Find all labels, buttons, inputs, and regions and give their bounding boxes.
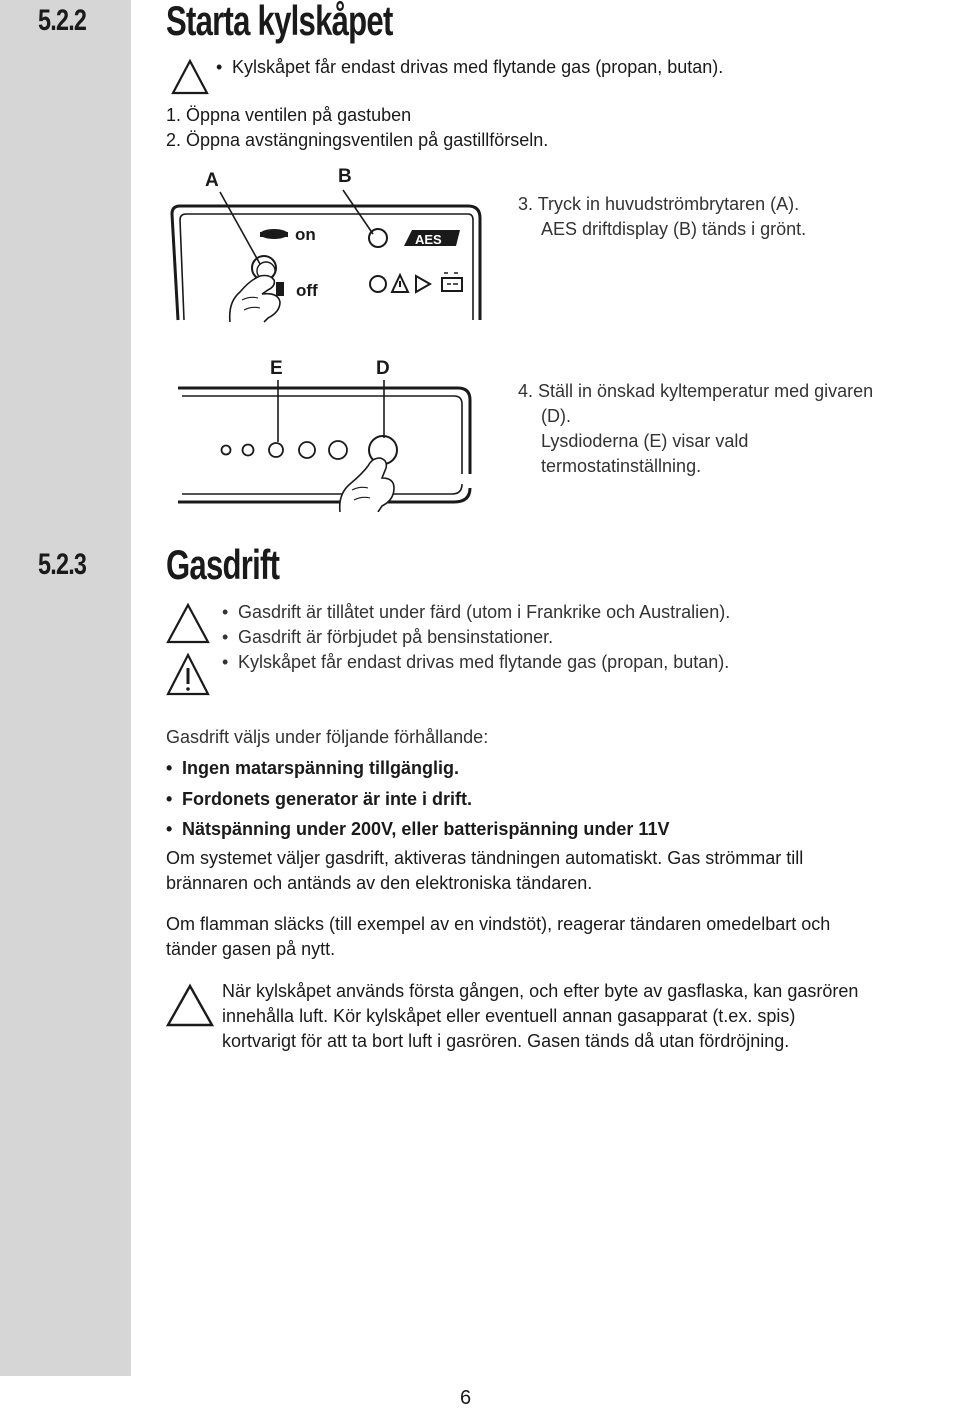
page-number: 6 bbox=[460, 1387, 472, 1409]
gas-warning-1: • Gasdrift är tillåtet under färd (utom i Frankrike och Australien). bbox=[222, 600, 730, 625]
on-label: on bbox=[295, 225, 316, 244]
warning-triangle-icon bbox=[170, 58, 210, 96]
label-a: A bbox=[205, 170, 219, 191]
gas-warning-2: • Gasdrift är förbjudet på bensinstationer. bbox=[222, 625, 553, 650]
warning-triangles-icon bbox=[166, 600, 214, 700]
step-4-line1: 4. Ställ in önskad kyltemperatur med givaren bbox=[518, 381, 874, 401]
paragraph-1-line1: Om systemet väljer gasdrift, aktiveras tändningen automatiskt. Gas strömmar till bbox=[166, 848, 804, 868]
thermostat-diagram bbox=[168, 350, 478, 512]
warning-triangle-icon bbox=[166, 982, 216, 1028]
label-b: B bbox=[338, 166, 352, 187]
section-title: Starta kylskåpet bbox=[166, 0, 393, 44]
step-4-line3: Lysdioderna (E) visar vald bbox=[541, 431, 749, 451]
gas-warning-3: • Kylskåpet får endast drivas med flytande gas (propan, butan). bbox=[222, 650, 729, 675]
step-3-line2: AES driftdisplay (B) tänds i grönt. bbox=[541, 219, 807, 239]
step-2: 2. Öppna avstängningsventilen på gastillförseln. bbox=[166, 130, 549, 150]
note-line2: innehålla luft. Kör kylskåpet eller eventuell annan gasapparat (t.ex. spis) bbox=[222, 1006, 796, 1026]
label-e: E bbox=[270, 358, 283, 379]
paragraph-2-line2: tänder gasen på nytt. bbox=[166, 939, 336, 959]
note-line1: När kylskåpet används första gången, och efter byte av gasflaska, kan gasrören bbox=[222, 981, 859, 1001]
note-line3: kortvarigt för att ta bort luft i gasrören. Gasen tänds då utan fördröjning. bbox=[222, 1031, 790, 1051]
step-4-line2: (D). bbox=[541, 406, 571, 426]
step-4-line4: termostatinställning. bbox=[541, 456, 702, 476]
paragraph-1-line2: brännaren och antänds av den elektroniska tändaren. bbox=[166, 873, 593, 893]
paragraph-2-line1: Om flamman släcks (till exempel av en vindstöt), reagerar tändaren omedelbart och bbox=[166, 914, 831, 934]
condition-1: • Ingen matarspänning tillgänglig. bbox=[166, 756, 459, 781]
label-d: D bbox=[376, 358, 390, 379]
section-number: 5.2.3 bbox=[38, 548, 87, 581]
warning-text: • Kylskåpet får endast drivas med flytande gas (propan, butan). bbox=[216, 55, 723, 80]
step-3-line1: 3. Tryck in huvudströmbrytaren (A). bbox=[518, 194, 800, 214]
main-switch-diagram bbox=[168, 162, 488, 324]
side-band bbox=[0, 0, 131, 1376]
gas-intro: Gasdrift väljs under följande förhållande: bbox=[166, 727, 489, 747]
aes-logo: AES bbox=[415, 232, 442, 247]
off-label: off bbox=[296, 281, 318, 300]
condition-2: • Fordonets generator är inte i drift. bbox=[166, 787, 472, 812]
section-number: 5.2.2 bbox=[38, 4, 87, 37]
section-title: Gasdrift bbox=[166, 541, 280, 588]
condition-3: • Nätspänning under 200V, eller batterispänning under 11V bbox=[166, 817, 669, 842]
step-1: 1. Öppna ventilen på gastuben bbox=[166, 105, 412, 125]
